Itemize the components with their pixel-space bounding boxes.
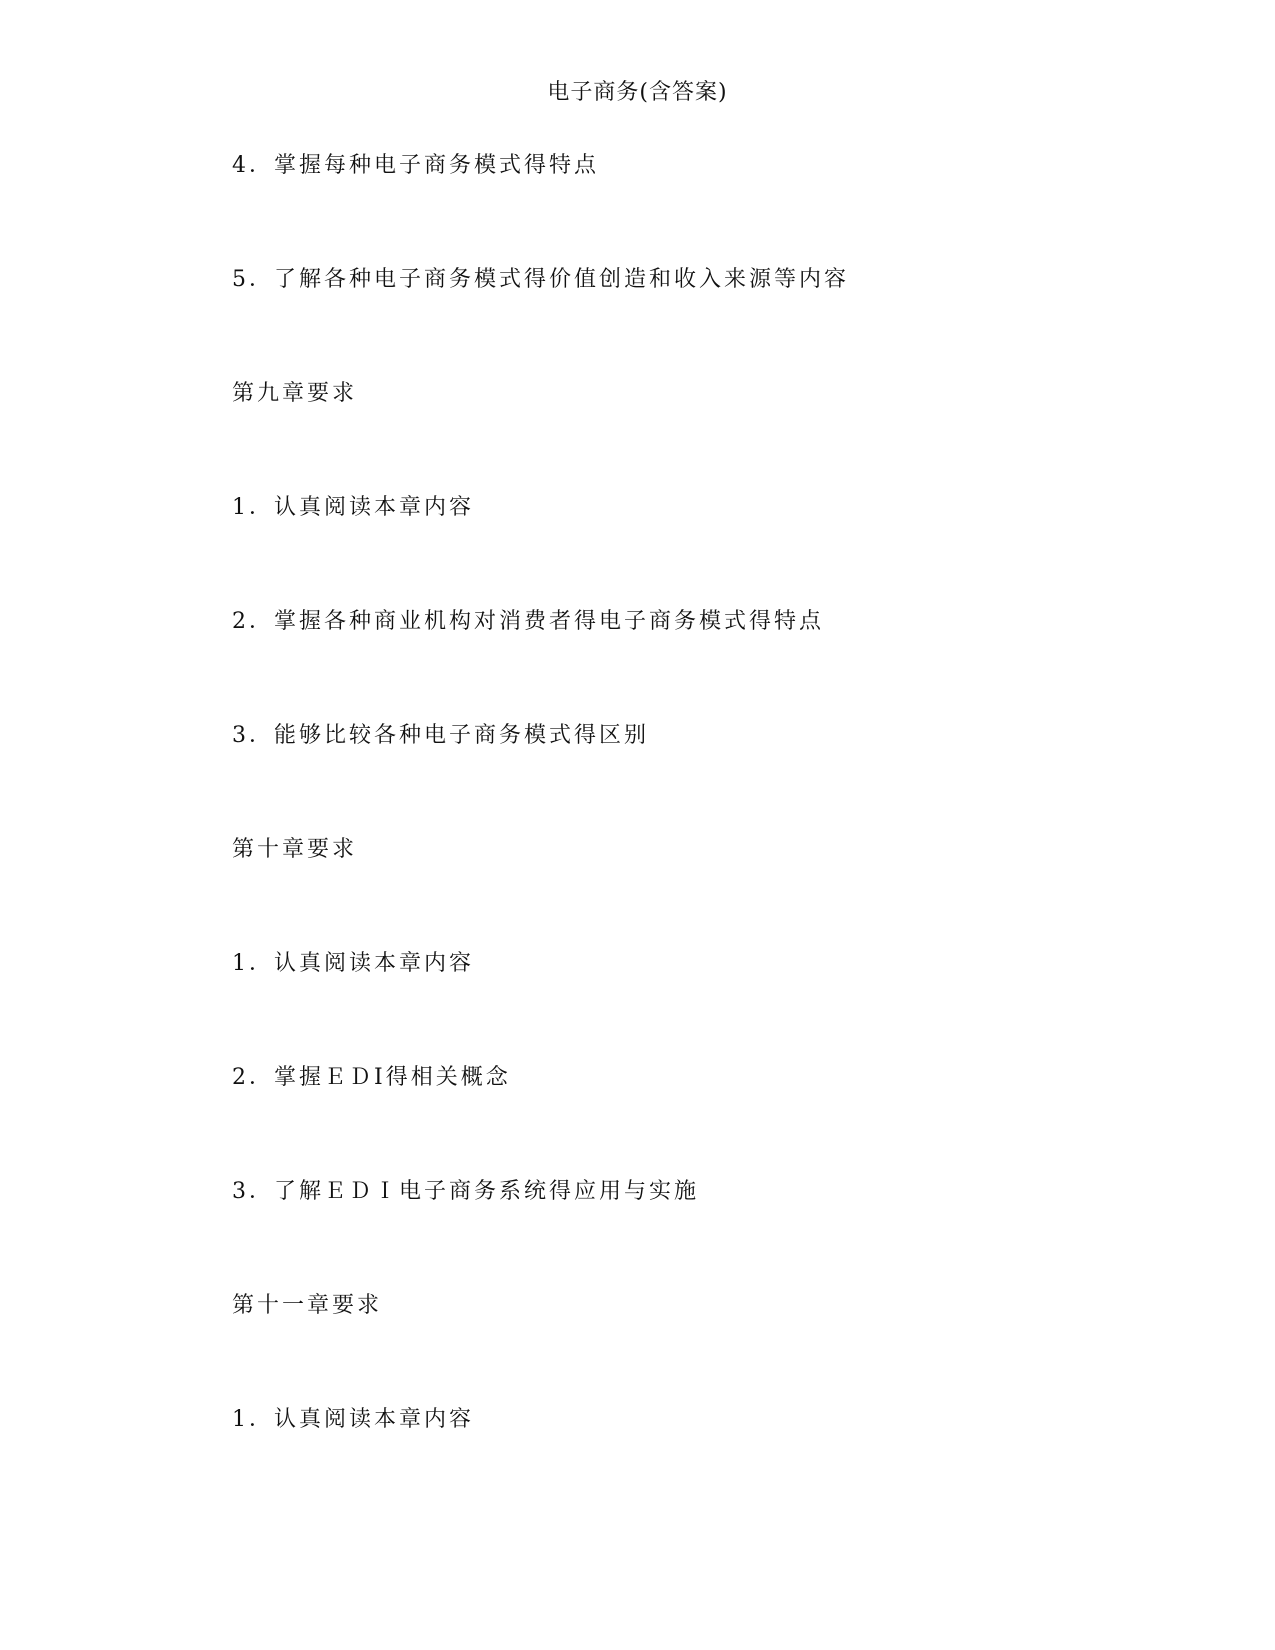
list-item-b2c-features: 2．掌握各种商业机构对消费者得电子商务模式得特点 (232, 609, 824, 634)
chapter-heading-9: 第九章要求 (232, 381, 358, 406)
list-item-edi-concepts: 2．掌握ＥＤI得相关概念 (232, 1065, 511, 1090)
chapter-heading-10: 第十章要求 (232, 837, 358, 862)
list-item-master-features: 4．掌握每种电子商务模式得特点 (232, 153, 599, 178)
page-header-title: 电子商务(含答案) (547, 80, 728, 105)
list-item-read-chapter: 1．认真阅读本章内容 (232, 495, 474, 520)
document-body (232, 151, 1132, 1519)
list-item-read-chapter: 1．认真阅读本章内容 (232, 1407, 474, 1432)
list-item-compare-models: 3．能够比较各种电子商务模式得区别 (232, 723, 649, 748)
list-item-edi-application: 3．了解ＥＤＩ电子商务系统得应用与实施 (232, 1179, 699, 1204)
list-item-value-creation: 5．了解各种电子商务模式得价值创造和收入来源等内容 (232, 267, 849, 292)
list-item-read-chapter: 1．认真阅读本章内容 (232, 951, 474, 976)
chapter-heading-11: 第十一章要求 (232, 1293, 383, 1318)
